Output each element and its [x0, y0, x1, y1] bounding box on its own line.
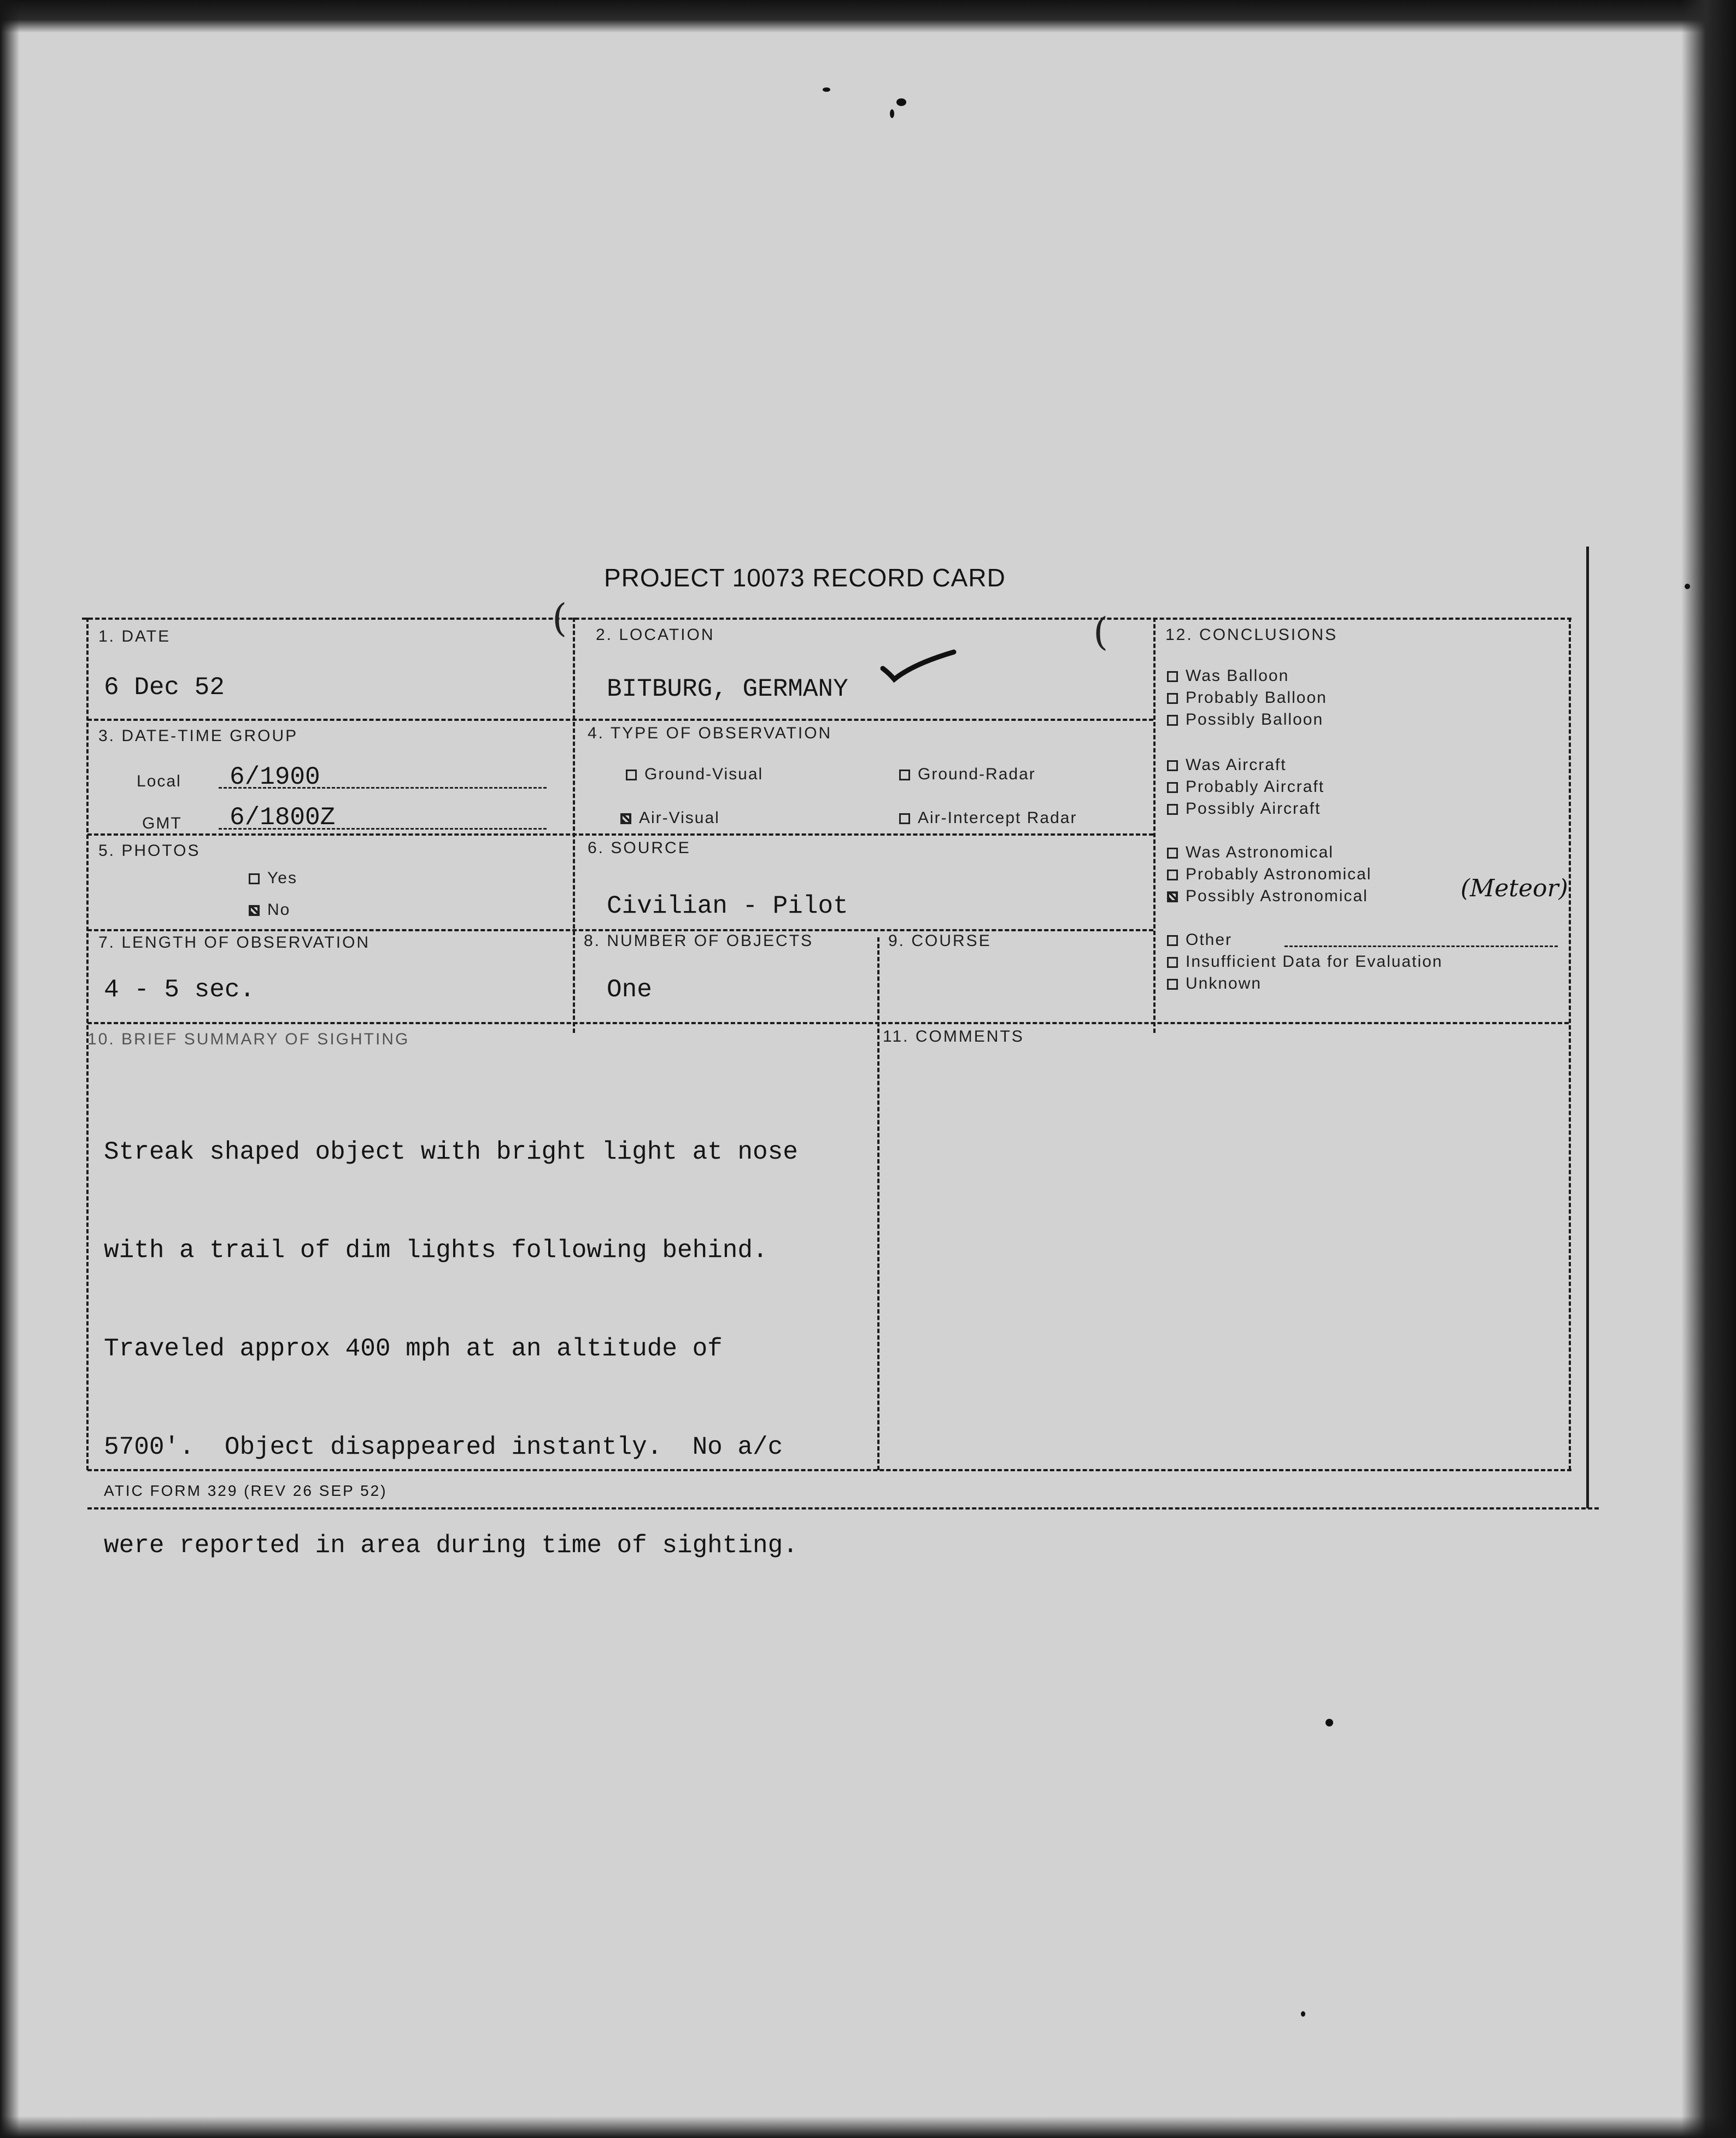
gmt-time-underline: [219, 828, 547, 830]
local-time-value: 6/1900: [230, 763, 320, 791]
conclusion-was-aircraft: Was Aircraft: [1167, 756, 1287, 774]
brief-summary-text: [104, 1070, 798, 1595]
length-of-observation-label: 7. LENGTH OF OBSERVATION: [98, 933, 371, 951]
local-time-label: Local: [137, 772, 181, 790]
gmt-time-value: 6/1800Z: [230, 803, 336, 832]
card-outer-right-edge: [1586, 547, 1589, 1508]
summary-line: were reported in area during time of sighting.: [104, 1531, 798, 1560]
date-value: 6 Dec 52: [104, 673, 225, 702]
number-of-objects-label: 8. NUMBER OF OBJECTS: [584, 932, 814, 950]
dust-speck: [1685, 584, 1690, 589]
photos-label: 5. PHOTOS: [98, 842, 201, 860]
conclusion-probably-aircraft: Probably Aircraft: [1167, 778, 1324, 796]
summary-line: 5700'. Object disappeared instantly. No a/c: [104, 1433, 783, 1461]
course-label: 9. COURSE: [888, 932, 992, 950]
location-label: 2. LOCATION: [596, 626, 715, 644]
handwritten-meteor-note: (Meteor): [1461, 874, 1568, 902]
comments-label: 11. COMMENTS: [883, 1027, 1024, 1045]
row-divider-3: [87, 929, 1153, 931]
divider-col1: [573, 618, 575, 1033]
conclusion-unknown: Unknown: [1167, 974, 1262, 993]
local-time-underline: [219, 787, 547, 789]
other-underline: [1285, 945, 1558, 947]
scan-border-top: [0, 0, 1736, 33]
observation-option-ground-visual: Ground-Visual: [626, 765, 763, 784]
checked-box-icon: [1167, 891, 1178, 902]
source-value: Civilian - Pilot: [607, 892, 848, 920]
conclusion-possibly-astronomical: Possibly Astronomical: [1167, 887, 1368, 906]
dust-speck: [1326, 1719, 1333, 1726]
scan-border-left: [0, 0, 20, 2138]
row-divider-4: [87, 1022, 1569, 1024]
checkbox-icon: [1167, 979, 1178, 990]
photos-option-yes: Yes: [249, 869, 297, 888]
date-time-group-label: 3. DATE-TIME GROUP: [98, 727, 298, 745]
brief-summary-label: 10. BRIEF SUMMARY OF SIGHTING: [87, 1030, 410, 1048]
date-label: 1. DATE: [98, 627, 171, 645]
form-identifier: ATIC FORM 329 (REV 26 SEP 52): [104, 1482, 388, 1499]
conclusion-possibly-balloon: Possibly Balloon: [1167, 710, 1323, 729]
checkbox-icon: [626, 770, 637, 780]
record-card-title: PROJECT 10073 RECORD CARD: [604, 563, 1006, 592]
checkbox-icon: [899, 770, 910, 780]
checkbox-icon: [1167, 715, 1178, 726]
conclusion-possibly-aircraft: Possibly Aircraft: [1167, 800, 1321, 818]
checkbox-icon: [1167, 760, 1178, 771]
card-right-border: [1569, 618, 1571, 1470]
row-divider-1: [87, 719, 1153, 721]
observation-option-air-intercept-radar: Air-Intercept Radar: [899, 809, 1077, 827]
checkbox-icon: [1167, 782, 1178, 793]
handwritten-checkmark: [880, 648, 957, 686]
conclusion-probably-balloon: Probably Balloon: [1167, 689, 1327, 707]
card-top-border: [82, 618, 1571, 620]
conclusion-was-astronomical: Was Astronomical: [1167, 843, 1334, 862]
observation-option-air-visual: Air-Visual: [620, 809, 720, 827]
checkbox-icon: [249, 873, 260, 884]
type-of-observation-label: 4. TYPE OF OBSERVATION: [588, 724, 832, 742]
conclusion-probably-astronomical: Probably Astronomical: [1167, 865, 1371, 884]
location-value: BITBURG, GERMANY: [607, 675, 848, 703]
observation-option-ground-radar: Ground-Radar: [899, 765, 1036, 784]
scan-border-right: [1681, 0, 1736, 2138]
checked-box-icon: [620, 813, 631, 824]
margin-mark: (: [552, 596, 567, 641]
conclusions-label: 12. CONCLUSIONS: [1165, 626, 1338, 644]
conclusion-insufficient-data: Insufficient Data for Evaluation: [1167, 953, 1442, 971]
checkbox-icon: [1167, 671, 1178, 682]
checked-box-icon: [249, 905, 260, 916]
dust-speck: [890, 109, 894, 118]
divider-summary: [877, 937, 879, 1470]
length-of-observation-value: 4 - 5 sec.: [104, 976, 255, 1004]
number-of-objects-value: One: [607, 976, 652, 1004]
dust-speck: [823, 87, 830, 92]
row-divider-2: [87, 833, 1153, 836]
checkbox-icon: [899, 813, 910, 824]
summary-line: Traveled approx 400 mph at an altitude of: [104, 1335, 723, 1363]
dust-speck: [896, 98, 906, 106]
divider-col2: [1153, 618, 1156, 1033]
checkbox-icon: [1167, 935, 1178, 946]
checkbox-icon: [1167, 957, 1178, 968]
photos-option-no: No: [249, 901, 290, 919]
gmt-time-label: GMT: [142, 814, 182, 832]
source-label: 6. SOURCE: [588, 839, 691, 857]
checkbox-icon: [1167, 693, 1178, 704]
margin-mark: (: [1093, 609, 1109, 654]
checkbox-icon: [1167, 848, 1178, 859]
scan-border-bottom: [0, 2116, 1736, 2138]
checkbox-icon: [1167, 870, 1178, 880]
conclusion-was-balloon: Was Balloon: [1167, 667, 1289, 685]
checkbox-icon: [1167, 804, 1178, 815]
summary-line: Streak shaped object with bright light at nose: [104, 1138, 798, 1166]
dust-speck: [1301, 2011, 1305, 2017]
summary-line: with a trail of dim lights following behind.: [104, 1236, 768, 1265]
conclusion-other: Other: [1167, 931, 1232, 949]
